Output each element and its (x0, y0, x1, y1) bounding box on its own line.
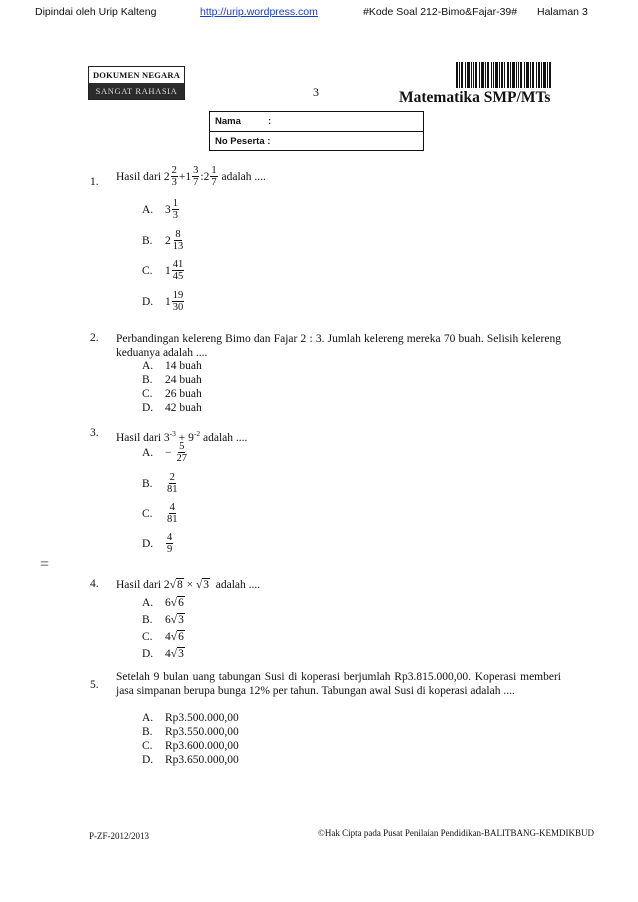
answer-option-b[interactable]: B. $\frac{2}{81}$ (142, 472, 178, 495)
footer-document-code: P-ZF-2012/2013 (89, 831, 150, 841)
question-5-stem: Setelah 9 bulan uang tabungan Susi di koperasi berjumlah Rp3.815.000,00. Koperasi memberi jasa simpanan berupa bunga 12% per tahun. Tabungan awal Susi di koperasi adalah .... (116, 671, 561, 697)
sangat-rahasia-label: SANGAT RAHASIA (89, 83, 184, 99)
operator: : (200, 170, 204, 183)
answer-option-b[interactable]: B. 2 $\frac{8}{13}$ (142, 229, 184, 252)
question-code: #Kode Soal 212-Bimo&Fajar-39# (363, 6, 518, 18)
no-peserta-label: No Peserta : (215, 136, 271, 147)
fraction: $\frac{2}{3}$ (171, 165, 177, 188)
question-1-stem (116, 165, 266, 188)
answer-option-c[interactable]: C. $\frac{4}{81}$ (142, 502, 178, 525)
question-number: 4. (90, 578, 99, 590)
participant-id-box (209, 111, 424, 151)
question-4-stem: Hasil dari 2√8 × √3 adalah .... (116, 579, 261, 591)
question-prefix: Hasil dari (116, 170, 162, 183)
nama-label: Nama (215, 116, 241, 127)
fraction: $\frac{1}{7}$ (211, 165, 217, 188)
question-2-stem: Perbandingan kelereng Bimo dan Fajar 2 : 3. Jumlah kelereng mereka 70 buah. Selisih kelereng keduanya adalah .... (116, 333, 561, 359)
term-whole: 2 (163, 170, 170, 183)
operator: + (178, 170, 186, 183)
barcode-image (456, 62, 552, 88)
question-number: 2. (90, 332, 99, 344)
question-suffix: adalah .... (221, 170, 266, 183)
term-whole: 2 (203, 170, 210, 183)
page-indicator: Halaman 3 (537, 6, 588, 18)
scanned-by-text: Dipindai oleh Urip Kalteng (35, 6, 157, 18)
term-whole: 1 (185, 170, 192, 183)
page-number: 3 (313, 85, 319, 99)
fraction: $\frac{3}{7}$ (193, 165, 199, 188)
question-number: 5. (90, 679, 99, 691)
answer-option-d[interactable]: D. 1 $\frac{19}{30}$ (142, 290, 184, 313)
nama-row[interactable] (210, 112, 423, 131)
scan-header (0, 6, 638, 22)
document-classification-stamp (88, 66, 185, 100)
footer-copyright: ©Hak Cipta pada Pusat Penilaian Pendidikan-BALITBANG-KEMDIKBUD (318, 828, 595, 838)
answer-option-d[interactable]: D. $\frac{4}{9}$ (142, 532, 173, 555)
subject-title: Matematika SMP/MTs (399, 89, 551, 106)
nama-separator: : (268, 116, 272, 127)
answer-option-a[interactable]: A. − $\frac{5}{27}$ (142, 441, 187, 464)
question-number: 1. (90, 176, 99, 188)
peserta-row[interactable] (210, 131, 423, 150)
question-number: 3. (90, 427, 99, 439)
dokumen-negara-label: DOKUMEN NEGARA (92, 70, 181, 80)
margin-mark: = (40, 556, 50, 573)
answer-option-a[interactable]: A. 3 $\frac{1}{3}$ (142, 198, 178, 221)
source-link[interactable]: http://urip.wordpress.com (200, 6, 318, 18)
answer-option-c[interactable]: C. 1 $\frac{41}{45}$ (142, 259, 184, 282)
question-3-stem: Hasil dari $3^{-3} + 9^{-2}$ adalah .... (116, 429, 248, 444)
